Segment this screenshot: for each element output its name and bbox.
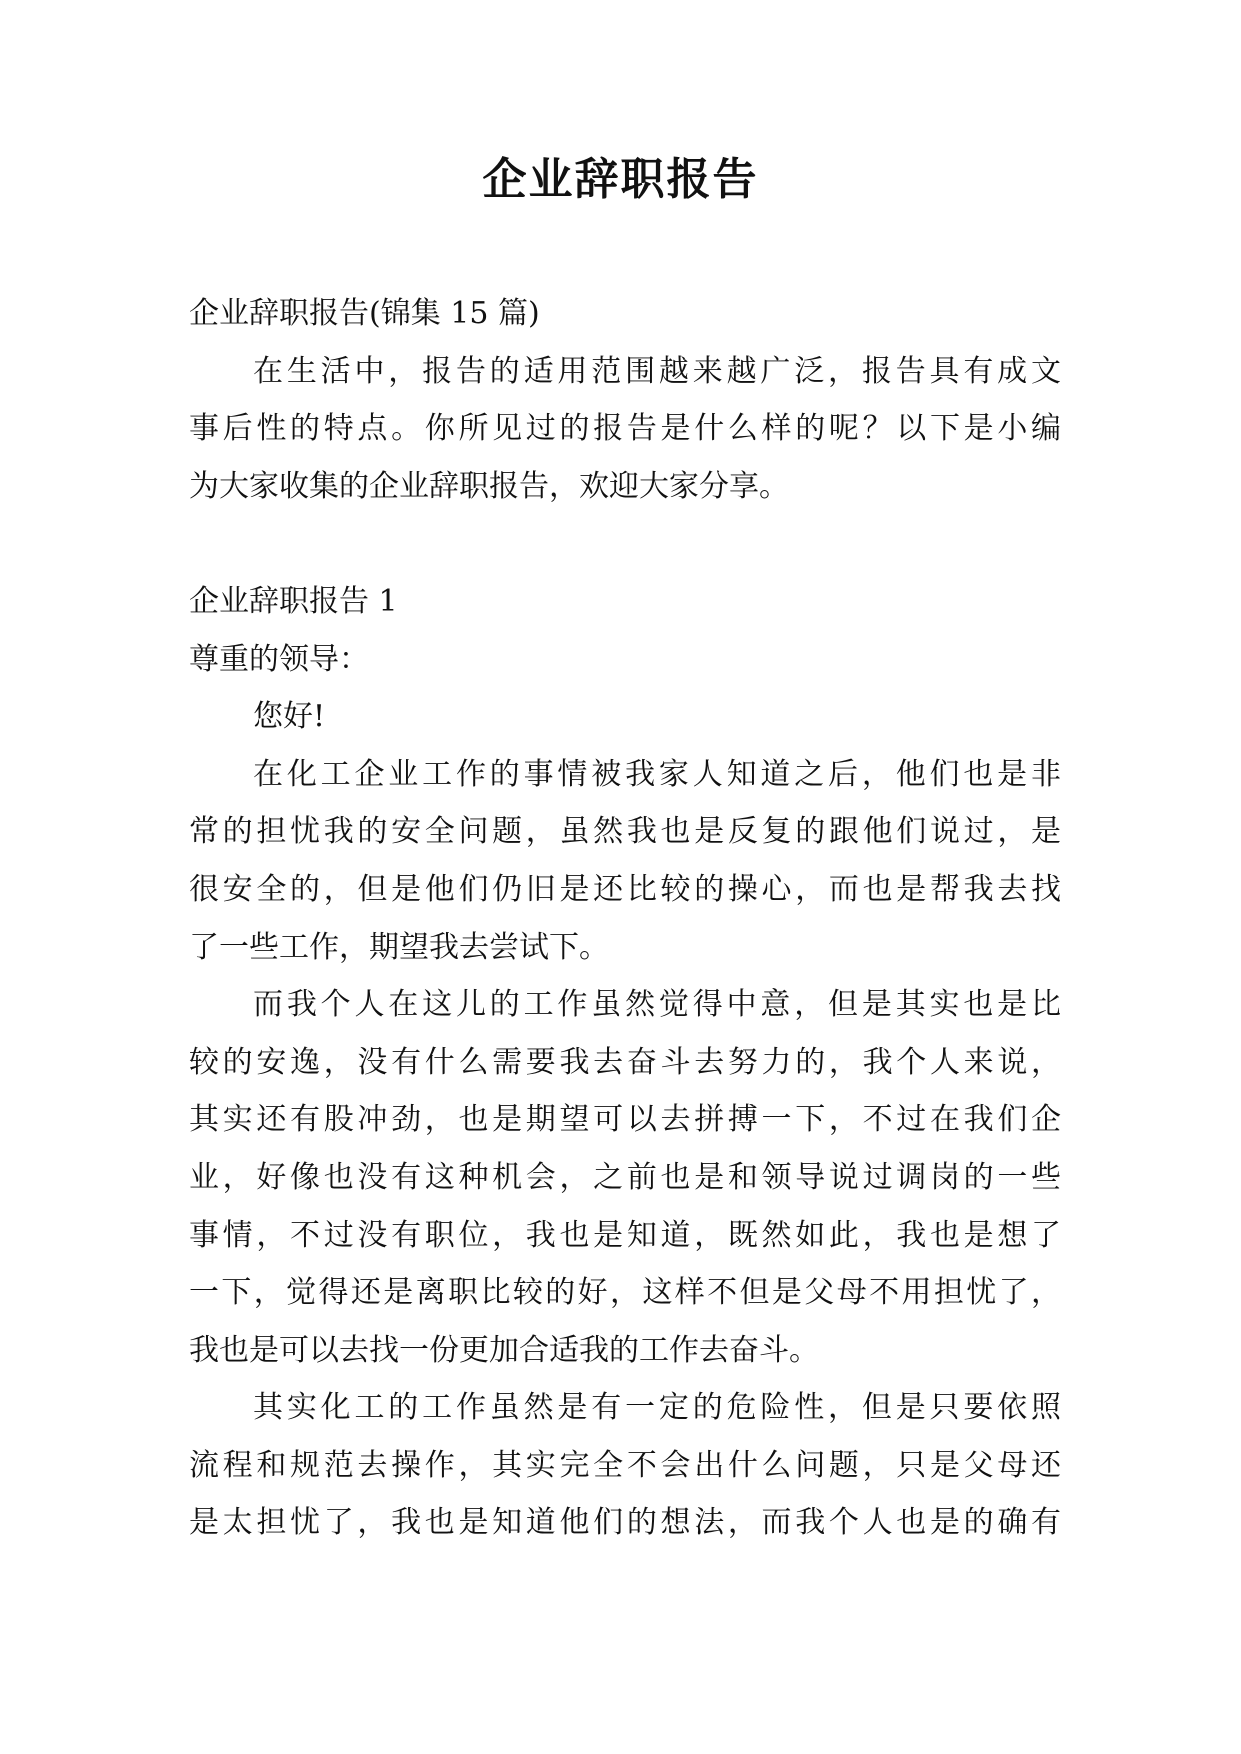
- document-title: 企业辞职报告: [482, 154, 759, 205]
- body-line: 常的担忧我的安全问题，虽然我也是反复的跟他们说过，是: [189, 814, 1061, 850]
- body-line: 流程和规范去操作，其实完全不会出什么问题，只是父母还: [189, 1447, 1061, 1483]
- body-line: 是太担忧了，我也是知道他们的想法，而我个人也是的确有: [189, 1505, 1061, 1541]
- body-line: 而我个人在这儿的工作虽然觉得中意，但是其实也是比: [253, 987, 1061, 1023]
- body-line: 事情，不过没有职位，我也是知道，既然如此，我也是想了: [189, 1217, 1061, 1253]
- greeting: 您好!: [253, 699, 326, 735]
- intro-line: 事后性的特点。你所见过的报告是什么样的呢？以下是小编: [189, 411, 1061, 447]
- body-line: 其实还有股冲劲，也是期望可以去拼搏一下，不过在我们企: [189, 1102, 1061, 1138]
- subtitle-line: 企业辞职报告(锦集 15 篇): [189, 296, 540, 331]
- body-line: 在化工企业工作的事情被我家人知道之后，他们也是非: [253, 756, 1061, 792]
- paragraph-gap: [189, 515, 1061, 573]
- section-heading: 企业辞职报告 1: [189, 583, 398, 619]
- body-line: 了一些工作，期望我去尝试下。: [189, 929, 609, 965]
- intro-line: 在生活中，报告的适用范围越来越广泛，报告具有成文: [253, 353, 1061, 389]
- body-line: 其实化工的工作虽然是有一定的危险性，但是只要依照: [253, 1390, 1061, 1426]
- body-line: 业，好像也没有这种机会，之前也是和领导说过调岗的一些: [189, 1159, 1061, 1195]
- salutation: 尊重的领导：: [189, 641, 369, 677]
- body-line: 很安全的，但是他们仍旧是还比较的操心，而也是帮我去找: [189, 871, 1061, 907]
- document-body: [189, 285, 1061, 1552]
- body-line: 我也是可以去找一份更加合适我的工作去奋斗。: [189, 1332, 819, 1368]
- intro-line: 为大家收集的企业辞职报告，欢迎大家分享。: [189, 468, 789, 504]
- body-line: 一下，觉得还是离职比较的好，这样不但是父母不用担忧了，: [189, 1275, 1061, 1311]
- body-line: 较的安逸，没有什么需要我去奋斗去努力的，我个人来说，: [189, 1044, 1061, 1080]
